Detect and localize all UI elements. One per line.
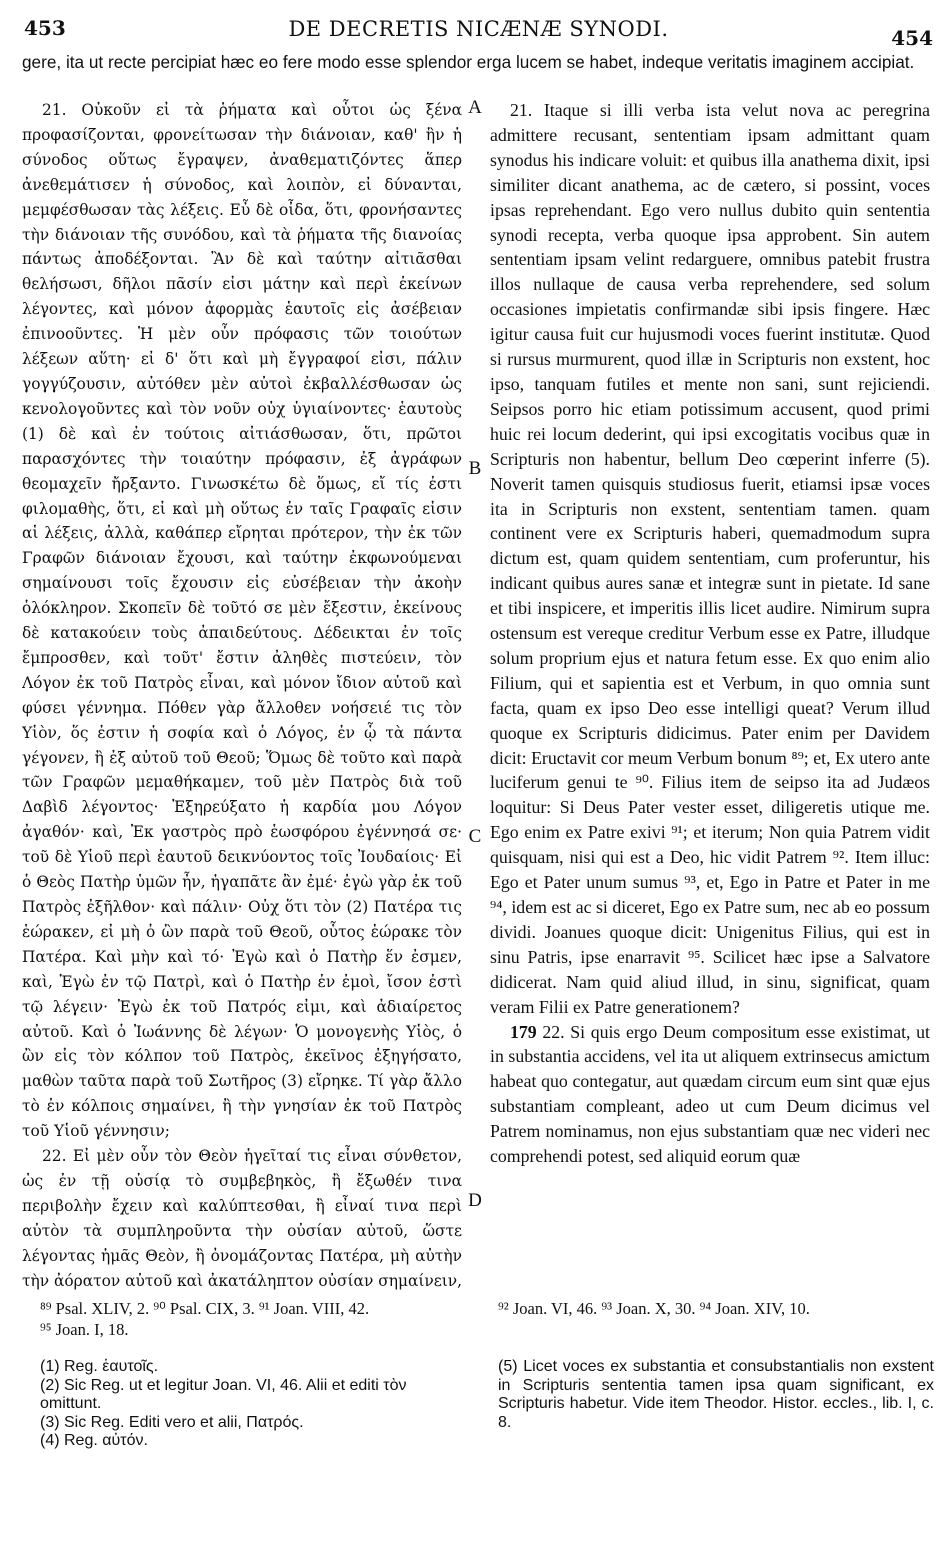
section-marker-c: C	[468, 826, 482, 847]
greek-column	[22, 98, 462, 1293]
footnote: (2) Sic Reg. ut et legitur Joan. VI, 46. Alii et editi τὸν omittunt.	[40, 1376, 407, 1412]
footnote: (4) Reg. αὐτόν.	[40, 1432, 148, 1449]
page-number-right: 454	[891, 26, 933, 50]
footnote: (3) Sic Reg. Editi vero et alii, Πατρός.	[40, 1413, 304, 1431]
section-marker-b: B	[468, 458, 482, 479]
page-header	[24, 14, 933, 48]
latin-paragraph-22-text: 22. Si quis ergo Deum compositum esse existimat, ut in substantia accidens, vel ita ut aliquem extrinsecus amictum habeat quo contegatur, aut quædam circum eum sint quæ ejus substantiam compleant, adeo ut cum Deum dicimus vel Patrem nominamus, non ejus substantiam quæ nec videri nec comprehendi potest, sed aliquid eorum quæ	[490, 1021, 930, 1167]
column-number: 179	[510, 1021, 537, 1042]
running-title: DE DECRETIS NICÆNÆ SYNODI.	[288, 17, 669, 41]
footnote: (1) Reg. ἑαυτοῖς.	[40, 1358, 159, 1375]
scripture-references-right	[498, 1298, 938, 1319]
latin-column	[490, 98, 930, 1293]
section-marker-a: A	[468, 97, 482, 118]
footnote: (5) Licet voces ex substantia et consubstantialis non exstent in Scripturis sententia tamen ipsa quam significant, ex Scripturis habetur. Vide item Theodor. Histor. eccles., lib. I, c. 8.	[498, 1358, 934, 1431]
scripture-references-left	[40, 1298, 480, 1340]
section-marker-d: D	[468, 1190, 482, 1211]
reference-line: ⁸⁹ Psal. XLIV, 2. ⁹⁰ Psal. CIX, 3. ⁹¹ Joan. VIII, 42.	[40, 1299, 370, 1318]
latin-paragraph-22	[490, 1020, 930, 1169]
reference-line: ⁹⁵ Joan. I, 18.	[40, 1320, 129, 1339]
page-number-left: 453	[24, 16, 66, 40]
footnotes-left	[40, 1358, 465, 1451]
reference-line: ⁹² Joan. VI, 46. ⁹³ Joan. X, 30. ⁹⁴ Joan. XIV, 10.	[498, 1299, 810, 1318]
footnotes-right	[498, 1358, 934, 1432]
greek-paragraph-21: 21. Οὐκοῦν εἰ τὰ ῥήματα καὶ οὗτοι ὡς ξένα προφασίζονται, φρονείτωσαν τὴν διάνοιαν, καθ' ἣν ἡ σύνοδος οὕτως ἔγραψεν, ἀναθεματιζόντες ἅπερ ἀνεθεμάτισεν ἡ σύνοδος, καὶ λοιπὸν, εἰ δύνανται, μεμφέσθωσαν τὰς λέξεις. Εὖ δὲ οἶδα, ὅτι, φρονήσαντες τὴν διάνοιαν τῆς συνόδου, καὶ τὰ ῥήματα τῆς διανοίας πάντως ἀποδέξονται. Ἂν δὲ καὶ ταύτην αἰτιᾶσθαι θελήσωσι, δῆλοι πᾶσίν εἰσι μάτην καὶ περὶ ἐκείνων λέγοντες, καὶ μόνον ἀφορμὰς ἑαυτοῖς εἰς ἀσέβειαν ἐπινοοῦντες. Ἡ μὲν οὖν πρόφασις τῶν τοιούτων λέξεων αὕτη· εἰ δ' ὅτι καὶ μὴ ἔγγραφοί εἰσι, πάλιν γογγύζουσιν, αὐτόθεν μὲν αὐτοὶ ἐκβαλλέσθωσαν ὡς κενολογοῦντες καὶ τὸν νοῦν οὐχ ὑγιαίνοντες· ἑαυτοὺς (1) δὲ καὶ ἐν τούτοις αἰτιάσθωσαν, ὅτι, πρῶτοι παρασχόντες τὴν τοιαύτην πρόφασιν, ἐξ ἀγράφων θεομαχεῖν ἤρξαντο. Γινωσκέτω δὲ ὅμως, εἴ τίς ἐστι φιλομαθὴς, ὅτι, εἰ καὶ μὴ οὕτως ἐν ταῖς Γραφαῖς εἰσιν αἱ λέξεις, ἀλλὰ, καθάπερ εἴρηται πρότερον, τὴν ἐκ τῶν Γραφῶν διάνοιαν ἔχουσι, καὶ ταύτην ἐκφωνούμεναι σημαίνουσι τοῖς ἔχουσιν εἰς εὐσέβειαν τὴν ἀκοὴν ὁλόκληρον. Σκοπεῖν δὲ τοῦτό σε μὲν ἔξεστιν, ἐκείνους δὲ κατακούειν τοὺς ἀπαιδεύτους. Δέδεικται ἐν τοῖς ἔμπροσθεν, καὶ τοῦτ' ἔστιν ἀληθὲς πιστεύειν, τὸν Λόγον ἐκ τοῦ Πατρὸς εἶναι, καὶ μόνον ἴδιον αὐτοῦ καὶ φύσει γέννημα. Πόθεν γὰρ ἄλλοθεν νοήσειέ τις τὸν Υἱὸν, ὅς ἐστιν ἡ σοφία καὶ ὁ Λόγος, ἐν ᾧ τὰ πάντα γέγονεν, ἢ ἐξ αὐτοῦ τοῦ Θεοῦ; Ὅμως δὲ τοῦτο καὶ παρὰ τῶν Γραφῶν μεμαθήκαμεν, τοῦ μὲν Πατρὸς διὰ τοῦ Δαβὶδ λέγοντος· Ἐξηρεύξατο ἡ καρδία μου Λόγον ἀγαθόν· καὶ, Ἐκ γαστρὸς πρὸ ἑωσφόρου ἐγέννησά σε· τοῦ δὲ Υἱοῦ περὶ ἑαυτοῦ δεικνύοντος τοῖς Ἰουδαίοις· Εἰ ὁ Θεὸς Πατὴρ ὑμῶν ἦν, ἠγαπᾶτε ἂν ἐμέ· ἐγὼ γὰρ ἐκ τοῦ Πατρὸς ἐξῆλθον· καὶ πάλιν· Οὐχ ὅτι τὸν (2) Πατέρα τις ἑώρακεν, εἰ μὴ ὁ ὢν παρὰ τοῦ Θεοῦ, οὗτος ἑώρακε τὸν Πατέρα. Καὶ μὴν καὶ τό· Ἐγὼ καὶ ὁ Πατὴρ ἕν ἐσμεν, καὶ, Ἐγὼ ἐν τῷ Πατρὶ, καὶ ὁ Πατὴρ ἐν ἐμοὶ, ἴσον ἐστὶ τῷ λέγειν· Ἐγὼ ἐκ τοῦ Πατρός εἰμι, καὶ ἀδιαίρετος αὐτοῦ. Καὶ ὁ Ἰωάννης δὲ λέγων· Ὁ μονογενὴς Υἱὸς, ὁ ὢν εἰς τὸν κόλπον τοῦ Πατρὸς, ἐκεῖνος ἐξηγήσατο, μαθὼν ταῦτα παρὰ τοῦ Σωτῆρος (3) εἴρηκε. Τί γὰρ ἄλλο τὸ ἐν κόλποις σημαίνει, ἢ τὴν γνησίαν ἐκ τοῦ Πατρὸς τοῦ Υἱοῦ γέννησιν;	[22, 101, 462, 1141]
latin-paragraph-21: 21. Itaque si illi verba ista velut nova ac peregrina admittere recusant, sententiam ipsam admittant quam synodus his indicare voluit: et quibus illa anathema dixit, ipsi similiter dicant anathema, ac de cætero, si possint, voces ipsas reprehendant. Ego vero nullus dubito quin sententia synodi recepta, verba quoque ipsa approbent. Sin autem sententiam ipsam velint redarguere, omnibus patebit frustra illos nullaque de causa verba reprehendere, sed solum occasiones impietatis confirmandæ sibi ipsis fingere. Hæc igitur causa fuit cur hujusmodi voces fuerint institutæ. Quod si rursus murmurent, quod illæ in Scripturis non exstent, hoc ipso, tanquam futiles et mente non sani, sunt rejiciendi. Seipsos porro hic etiam potissimum accusent, quod primi huic rei locum dederint, qui ipsi excogitatis vocibus quæ in Scripturis non habentur, bellum Deo cœperint inferre (5). Noverit tamen quisquis studiosus fuerit, etiamsi ipsæ voces ita in Scripturis non exstent, sententiam tamen. quam continent vere ex Scripturis haberi, quemadmodum supra dictum est, quam quidem sententiam, cum proferuntur, his indicant quibus aures sanæ et integræ sunt in pietate. Id sane et tibi inspicere, et imperitis illis licet audire. Nimirum supra ostensum est vereque creditur Verbum esse ex Patre, illudque solum proprium ejus et natura fetum esse. Ex quo enim alio Filium, qui et sapientia est et Verbum, in quo omnia sunt facta, quam ex ipso Deo esse intelligi queat? Verum illud quoque ex Scripturis didicimus. Pater enim per Davidem dicit: Eructavit cor meum Verbum bonum ⁸⁹; et, Ex utero ante luciferum genui te ⁹⁰. Filius item de seipso ita ad Judæos loquitur: Si Deus Pater vester esset, diligeretis utique me. Ego enim ex Patre exivi ⁹¹; et iterum; Non quia Patrem vidit quisquam, nisi qui est a Deo, hic vidit Patrem ⁹². Item illuc: Ego et Pater unum sumus ⁹³, et, Ego in Patre et Pater in me ⁹⁴, idem est ac si diceret, Ego ex Patre sum, nec ab eo possum dividi. Joanues quoque dicit: Unigenitus Filius, qui est in sinu Patris, ipse enarravit ⁹⁵. Scilicet hæc ipse a Salvatore didicerat. Nam quid aliud illud, in sinu, significat, quam veram Filii ex Patre generationem?	[490, 100, 930, 1017]
continued-text-line: gere, ita ut recte percipiat hæc eo fere modo esse splendor erga lucem se habet, indeque veritatis imaginem accipiat.	[22, 52, 915, 72]
greek-paragraph-22: 22. Εἰ μὲν οὖν τὸν Θεὸν ἡγεῖταί τις εἶναι σύνθετον, ὡς ἐν τῇ οὐσίᾳ τὸ συμβεβηκὸς, ἢ ἔξωθέν τινα περιβολὴν ἔχειν καὶ καλύπτεσθαι, ἢ εἶναί τινα περὶ αὐτὸν τὰ συμπληροῦντα τὴν οὐσίαν αὐτοῦ, ὥστε λέγοντας ἡμᾶς Θεὸν, ἢ ὀνομάζοντας Πατέρα, μὴ αὐτὴν τὴν ἀόρατον αὐτοῦ καὶ ἀκατάληπτον οὐσίαν σημαίνειν,	[22, 1147, 462, 1290]
